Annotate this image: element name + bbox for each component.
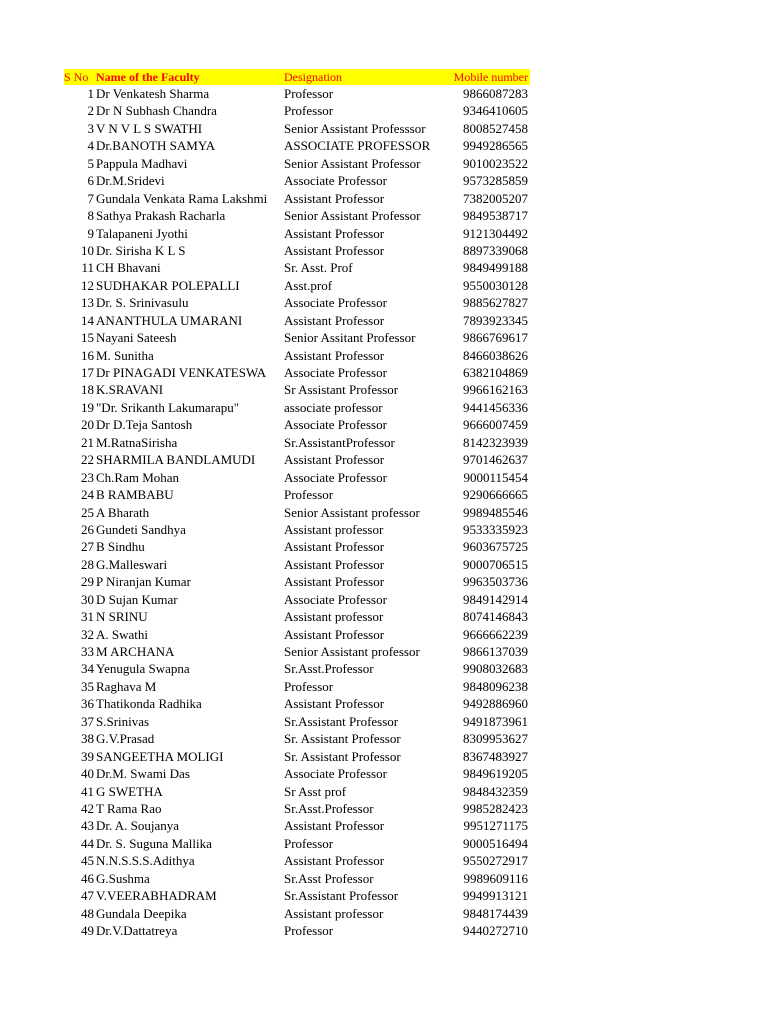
table-row — [64, 591, 530, 608]
cell-sno: 1 — [87, 86, 94, 101]
cell-sno: 47 — [81, 888, 94, 904]
cell-sno: 37 — [81, 713, 94, 729]
cell-mobile: 8008527458 — [463, 120, 528, 136]
cell-designation: Senior Assistant professor — [284, 644, 420, 659]
cell-name: B Sindhu — [96, 539, 145, 555]
cell-sno: 4 — [87, 138, 94, 154]
cell-designation: Sr. Assistant Professor — [284, 731, 401, 747]
cell-sno: 21 — [81, 434, 94, 450]
cell-mobile: 9000115454 — [463, 469, 528, 485]
faculty-table — [64, 69, 530, 939]
cell-sno: 18 — [81, 382, 94, 398]
table-row — [64, 312, 530, 329]
cell-designation: Sr.Assistant Professor — [284, 888, 399, 904]
cell-name: ANANTHULA UMARANI — [96, 312, 243, 328]
cell-mobile: 9951271175 — [463, 818, 528, 834]
cell-name: N SRINU — [96, 609, 148, 625]
cell-sno: 28 — [81, 556, 94, 572]
cell-name: P Niranjan Kumar — [96, 574, 191, 590]
cell-designation: Assistant Professor — [284, 190, 385, 206]
table-row — [64, 434, 530, 451]
table-row — [64, 521, 530, 538]
table-row — [64, 870, 530, 887]
cell-mobile: 9866769617 — [463, 330, 528, 346]
cell-mobile: 8466038626 — [463, 347, 528, 363]
cell-designation: Professor — [284, 923, 334, 938]
cell-mobile: 9989485546 — [463, 504, 528, 520]
cell-designation: Sr. Asst. Prof — [284, 260, 353, 276]
table-row — [64, 242, 530, 259]
cell-designation: Sr Assistant Professor — [284, 382, 399, 398]
cell-designation: Sr.Asst Professor — [284, 870, 374, 886]
cell-designation: Sr.Asst.Professor — [284, 661, 374, 677]
header-name: Name of the Faculty — [96, 70, 200, 84]
cell-sno: 43 — [81, 818, 94, 834]
table-header-row — [64, 69, 530, 85]
cell-designation: Sr.AssistantProfessor — [284, 434, 395, 450]
cell-mobile: 8367483927 — [463, 748, 528, 764]
cell-sno: 14 — [81, 312, 94, 328]
cell-name: V.VEERABHADRAM — [96, 888, 217, 904]
table-row — [64, 713, 530, 730]
cell-mobile: 8897339068 — [463, 242, 528, 258]
cell-sno: 44 — [81, 835, 94, 851]
cell-name: Pappula Madhavi — [96, 155, 188, 171]
table-row — [64, 137, 530, 154]
table-row — [64, 259, 530, 276]
table-row — [64, 451, 530, 468]
table-row — [64, 416, 530, 433]
cell-sno: 15 — [81, 330, 94, 346]
cell-sno: 6 — [87, 173, 94, 189]
cell-mobile: 9550030128 — [463, 277, 528, 293]
cell-name: Dr N Subhash Chandra — [96, 103, 217, 119]
cell-sno: 22 — [81, 452, 94, 468]
cell-sno: 46 — [81, 870, 94, 886]
cell-designation: Associate Professor — [284, 417, 387, 433]
cell-name: N.N.S.S.S.Adithya — [96, 853, 195, 869]
cell-sno: 41 — [81, 783, 94, 799]
cell-name: M.RatnaSirisha — [96, 434, 178, 450]
cell-name: A. Swathi — [96, 626, 148, 642]
cell-name: Sathya Prakash Racharla — [96, 208, 226, 224]
cell-name: Gundala Deepika — [96, 905, 187, 921]
cell-name: Dr.M.Sridevi — [96, 173, 165, 189]
cell-mobile: 9441456336 — [463, 399, 528, 415]
cell-designation: Professor — [284, 487, 334, 503]
cell-sno: 5 — [87, 155, 94, 171]
cell-designation: Associate Professor — [284, 365, 387, 380]
cell-sno: 9 — [87, 225, 94, 241]
cell-name: Thatikonda Radhika — [96, 696, 202, 712]
cell-sno: 8 — [87, 208, 94, 224]
table-row — [64, 783, 530, 800]
table-row — [64, 556, 530, 573]
cell-sno: 16 — [81, 347, 94, 363]
table-row — [64, 695, 530, 712]
table-row — [64, 852, 530, 869]
cell-designation: ASSOCIATE PROFESSOR — [284, 138, 431, 154]
table-row — [64, 835, 530, 852]
cell-designation: Associate Professor — [284, 469, 387, 485]
table-row — [64, 887, 530, 904]
cell-designation: Sr.Asst.Professor — [284, 800, 374, 816]
table-row — [64, 504, 530, 521]
table-row — [64, 469, 530, 486]
cell-mobile: 9290666665 — [463, 487, 528, 503]
cell-mobile: 9666662239 — [463, 626, 528, 642]
cell-mobile: 9440272710 — [463, 923, 528, 938]
cell-mobile: 9949286565 — [463, 138, 528, 154]
table-row — [64, 207, 530, 224]
cell-name: G.Malleswari — [96, 556, 168, 572]
cell-sno: 30 — [81, 591, 94, 607]
cell-mobile: 9666007459 — [463, 417, 528, 433]
cell-sno: 34 — [81, 661, 94, 677]
cell-sno: 36 — [81, 696, 94, 712]
cell-designation: Associate Professor — [284, 295, 387, 311]
cell-mobile: 9603675725 — [463, 539, 528, 555]
cell-mobile: 9010023522 — [463, 155, 528, 171]
cell-mobile: 9963503736 — [463, 574, 528, 590]
cell-designation: Professor — [284, 835, 334, 851]
cell-sno: 33 — [81, 644, 94, 659]
cell-designation: Assistant Professor — [284, 818, 385, 834]
cell-sno: 31 — [81, 609, 94, 625]
cell-designation: Assistant Professor — [284, 452, 385, 468]
header-designation: Designation — [284, 70, 342, 84]
cell-designation: Assistant professor — [284, 905, 384, 921]
cell-designation: Asst.prof — [284, 277, 333, 293]
cell-designation: Assistant Professor — [284, 347, 385, 363]
cell-name: Yenugula Swapna — [96, 661, 190, 677]
cell-mobile: 9908032683 — [463, 661, 528, 677]
cell-name: G.V.Prasad — [96, 731, 155, 747]
cell-mobile: 9000516494 — [463, 835, 528, 851]
cell-sno: 38 — [81, 731, 94, 747]
cell-sno: 11 — [81, 260, 94, 276]
table-row — [64, 277, 530, 294]
cell-mobile: 9989609116 — [463, 870, 528, 886]
cell-designation: Assistant Professor — [284, 312, 385, 328]
cell-designation: Assistant Professor — [284, 225, 385, 241]
cell-name: Dr.BANOTH SAMYA — [96, 138, 216, 154]
cell-designation: Senior Assistant professor — [284, 504, 420, 520]
cell-sno: 40 — [81, 766, 94, 782]
table-row — [64, 172, 530, 189]
cell-mobile: 9866137039 — [463, 644, 528, 659]
cell-designation: Assistant Professor — [284, 539, 385, 555]
cell-name: T Rama Rao — [96, 800, 162, 816]
table-row — [64, 120, 530, 137]
cell-sno: 3 — [87, 120, 94, 136]
cell-designation: Assistant Professor — [284, 626, 385, 642]
cell-sno: 45 — [81, 853, 94, 869]
cell-sno: 35 — [81, 678, 94, 694]
cell-designation: Assistant Professor — [284, 574, 385, 590]
cell-designation: Senior Assistant Professor — [284, 208, 421, 224]
table-row — [64, 660, 530, 677]
cell-name: Dr. S. Suguna Mallika — [96, 835, 212, 851]
table-row — [64, 364, 530, 381]
cell-mobile: 9848096238 — [463, 678, 528, 694]
cell-sno: 20 — [81, 417, 94, 433]
cell-name: SHARMILA BANDLAMUDI — [96, 452, 256, 468]
cell-designation: Professor — [284, 678, 334, 694]
cell-name: D Sujan Kumar — [96, 591, 178, 607]
cell-mobile: 9492886960 — [463, 696, 528, 712]
header-mobile: Mobile number — [453, 70, 528, 84]
cell-sno: 32 — [81, 626, 94, 642]
cell-name: M. Sunitha — [96, 347, 154, 363]
cell-name: Dr. S. Srinivasulu — [96, 295, 189, 311]
cell-name: A Bharath — [96, 504, 150, 520]
cell-mobile: 9701462637 — [463, 452, 528, 468]
cell-sno: 26 — [81, 521, 94, 537]
cell-name: S.Srinivas — [96, 713, 150, 729]
cell-mobile: 9849619205 — [463, 766, 528, 782]
cell-name: Ch.Ram Mohan — [96, 469, 180, 485]
cell-mobile: 9848174439 — [463, 905, 528, 921]
cell-name: Gundeti Sandhya — [96, 521, 186, 537]
table-row — [64, 225, 530, 242]
cell-name: M ARCHANA — [96, 644, 175, 659]
cell-designation: Sr Asst prof — [284, 783, 347, 799]
cell-mobile: 9849142914 — [463, 591, 528, 607]
cell-sno: 39 — [81, 748, 94, 764]
table-row — [64, 626, 530, 643]
cell-name: Dr. A. Soujanya — [96, 818, 180, 834]
cell-designation: Sr. Assistant Professor — [284, 748, 401, 764]
cell-sno: 49 — [81, 923, 94, 938]
cell-name: Nayani Sateesh — [96, 330, 177, 346]
table-row — [64, 730, 530, 747]
cell-sno: 25 — [81, 504, 94, 520]
cell-name: Dr.V.Dattatreya — [96, 923, 178, 938]
cell-designation: Assistant Professor — [284, 696, 385, 712]
table-row — [64, 102, 530, 119]
cell-mobile: 9885627827 — [463, 295, 528, 311]
cell-mobile: 8142323939 — [463, 434, 528, 450]
cell-mobile: 9550272917 — [463, 853, 528, 869]
cell-mobile: 9533335923 — [463, 521, 528, 537]
cell-sno: 48 — [81, 905, 94, 921]
table-row — [64, 486, 530, 503]
cell-name: Dr. Sirisha K L S — [96, 242, 186, 258]
cell-mobile: 9985282423 — [463, 800, 528, 816]
cell-mobile: 9346410605 — [463, 103, 528, 119]
cell-name: Dr D.Teja Santosh — [96, 417, 193, 433]
table-row — [64, 643, 530, 660]
cell-name: G SWETHA — [96, 783, 163, 799]
cell-mobile: 7382005207 — [463, 190, 528, 206]
cell-sno: 13 — [81, 295, 94, 311]
cell-name: "Dr. Srikanth Lakumarapu" — [96, 399, 240, 415]
table-body — [64, 85, 530, 939]
table-row — [64, 817, 530, 834]
cell-designation: Assistant Professor — [284, 556, 385, 572]
table-row — [64, 399, 530, 416]
cell-designation: Senior Assitant Professor — [284, 330, 416, 346]
cell-designation: Associate Professor — [284, 766, 387, 782]
cell-designation: Senior Assistant Professsor — [284, 120, 426, 136]
table-row — [64, 800, 530, 817]
cell-sno: 23 — [81, 469, 94, 485]
cell-name: V N V L S SWATHI — [96, 120, 203, 136]
cell-name: SUDHAKAR POLEPALLI — [96, 277, 240, 293]
cell-sno: 10 — [81, 242, 94, 258]
cell-name: Dr.M. Swami Das — [96, 766, 190, 782]
cell-designation: Assistant professor — [284, 521, 384, 537]
table-row — [64, 538, 530, 555]
cell-sno: 7 — [87, 190, 94, 206]
cell-mobile: 9000706515 — [463, 556, 528, 572]
cell-sno: 17 — [81, 365, 94, 380]
table-row — [64, 155, 530, 172]
cell-mobile: 8309953627 — [463, 731, 528, 747]
cell-mobile: 9849538717 — [463, 208, 528, 224]
cell-mobile: 9848432359 — [463, 783, 528, 799]
cell-mobile: 9949913121 — [463, 888, 528, 904]
cell-name: B RAMBABU — [96, 487, 174, 503]
cell-designation: Assistant Professor — [284, 242, 385, 258]
cell-name: Dr Venkatesh Sharma — [96, 86, 210, 101]
cell-mobile: 9966162163 — [463, 382, 528, 398]
header-sno: S No — [64, 70, 89, 84]
cell-mobile: 9491873961 — [463, 713, 528, 729]
table-row — [64, 765, 530, 782]
table-row — [64, 608, 530, 625]
cell-sno: 42 — [81, 800, 94, 816]
cell-designation: Sr.Assistant Professor — [284, 713, 399, 729]
cell-designation: Assistant professor — [284, 609, 384, 625]
cell-mobile: 7893923345 — [463, 312, 528, 328]
cell-name: CH Bhavani — [96, 260, 161, 276]
cell-sno: 27 — [81, 539, 94, 555]
cell-designation: Associate Professor — [284, 173, 387, 189]
table-row — [64, 190, 530, 207]
cell-mobile: 6382104869 — [463, 365, 528, 380]
cell-name: Raghava M — [96, 678, 157, 694]
cell-name: Talapaneni Jyothi — [96, 225, 188, 241]
cell-name: Gundala Venkata Rama Lakshmi — [96, 190, 268, 206]
cell-name: G.Sushma — [96, 870, 150, 886]
table-row — [64, 294, 530, 311]
cell-designation: Professor — [284, 103, 334, 119]
table-row — [64, 85, 530, 102]
cell-name: Dr PINAGADI VENKATESWA — [96, 365, 267, 380]
cell-mobile: 8074146843 — [463, 609, 528, 625]
table-row — [64, 381, 530, 398]
cell-sno: 29 — [81, 574, 94, 590]
cell-mobile: 9573285859 — [463, 173, 528, 189]
cell-designation: Professor — [284, 86, 334, 101]
cell-designation: Associate Professor — [284, 591, 387, 607]
cell-name: K.SRAVANI — [96, 382, 164, 398]
cell-name: SANGEETHA MOLIGI — [96, 748, 224, 764]
cell-designation: Senior Assistant Professor — [284, 155, 421, 171]
table-row — [64, 905, 530, 922]
cell-mobile: 9866087283 — [463, 86, 528, 101]
table-row — [64, 573, 530, 590]
cell-sno: 12 — [81, 277, 94, 293]
cell-designation: Assistant Professor — [284, 853, 385, 869]
cell-mobile: 9849499188 — [463, 260, 528, 276]
table-row — [64, 329, 530, 346]
cell-sno: 24 — [81, 487, 94, 503]
cell-designation: associate professor — [284, 399, 383, 415]
cell-mobile: 9121304492 — [463, 225, 528, 241]
table-row — [64, 678, 530, 695]
table-row — [64, 922, 530, 939]
table-row — [64, 347, 530, 364]
table-row — [64, 748, 530, 765]
cell-sno: 2 — [87, 103, 94, 119]
cell-sno: 19 — [81, 399, 94, 415]
